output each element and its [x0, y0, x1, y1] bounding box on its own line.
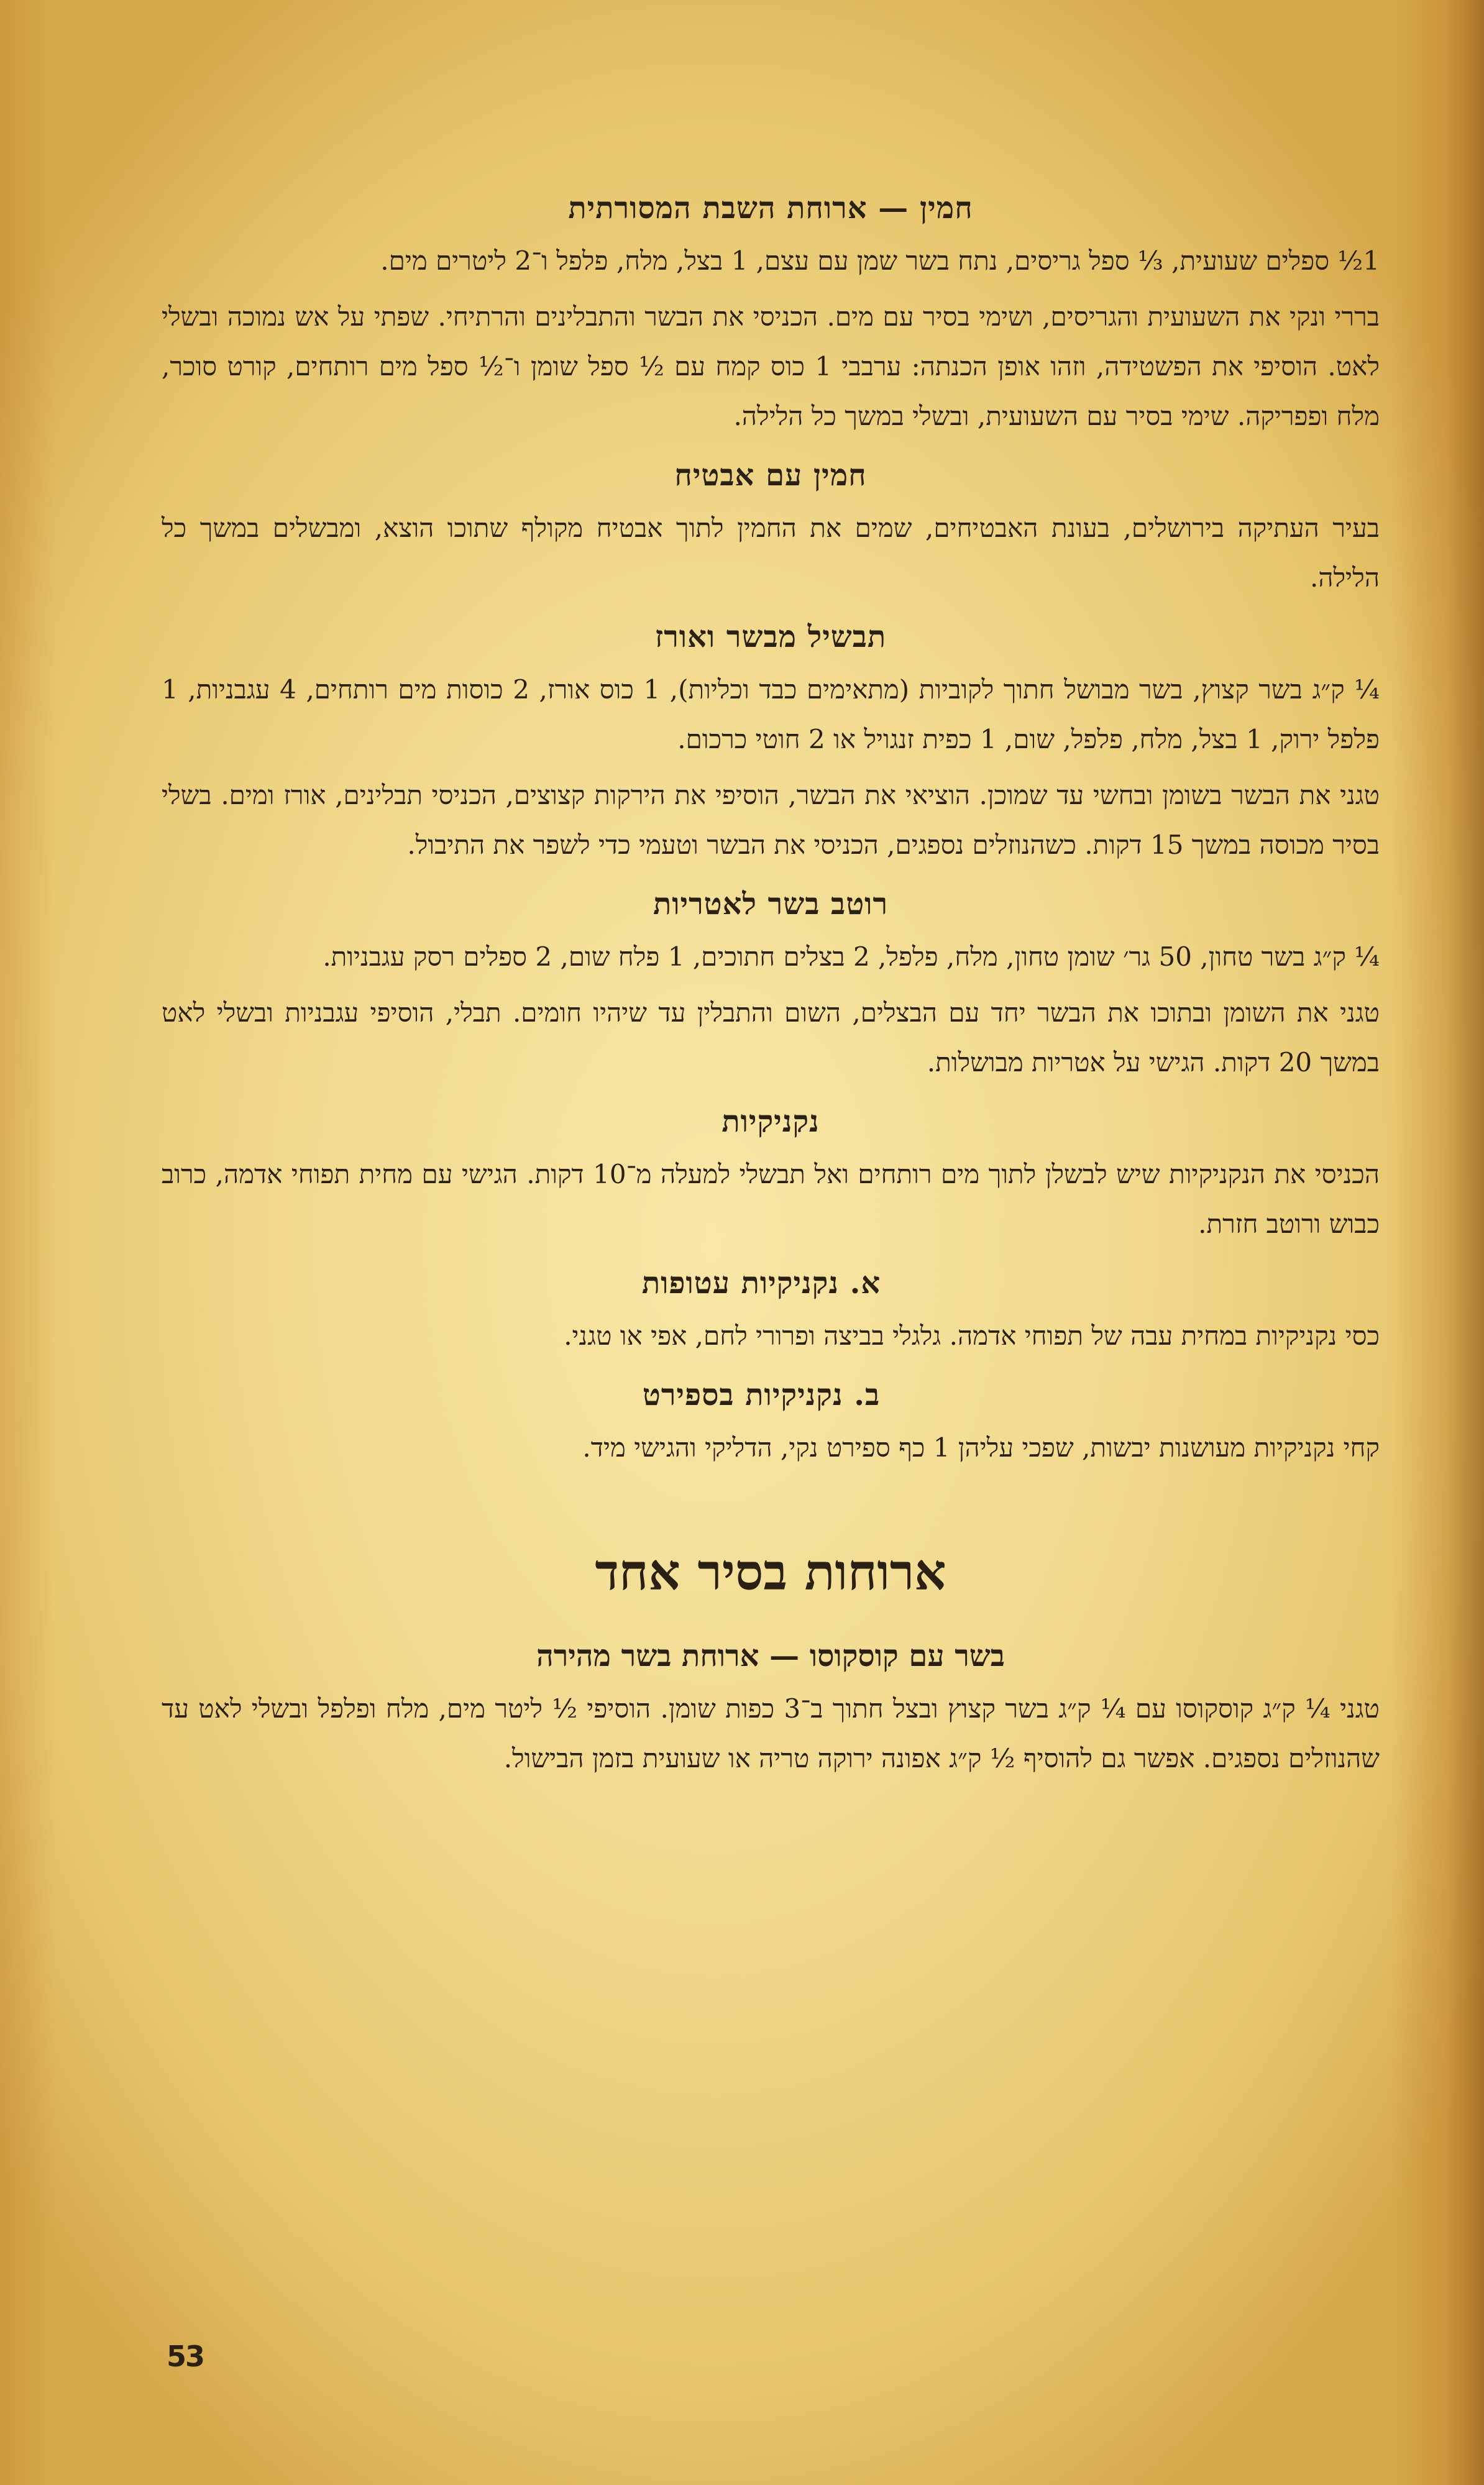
ingredients-paragraph: ¼ ק״ג בשר טחון, 50 גר׳ שומן טחון, מלח, פלפל, 2 בצלים חתוכים, 1 פלח שום, 2 ספלים רסק עגבניות. [323, 941, 1380, 972]
recipe-hamin-watermelon [162, 447, 1380, 603]
page-shadow-left [0, 0, 56, 2485]
recipe-title: ב. נקניקיות בספירט [642, 1378, 881, 1412]
instructions-paragraph: כסי נקניקיות במחית עבה של תפוחי אדמה. גלגלי בביצה ופרורי לחם, אפי או טגני. [564, 1320, 1380, 1351]
instructions-paragraph: קחי נקניקיות מעושנות יבשות, שפכי עליהן 1 כף ספירט נקי, הדליקי והגישי מיד. [582, 1432, 1380, 1463]
recipe-title: חמין — ארוחת השבת המסורתית [568, 191, 973, 226]
ingredients-paragraph: 1½ ספלים שעועית, ⅓ ספל גריסים, נתח בשר שמן עם עצם, 1 בצל, מלח, פלפל ו־2 ליטרים מים. [380, 245, 1380, 276]
recipe-title: רוטב בשר לאטריות [653, 887, 889, 922]
ingredients-paragraph: ¼ ק״ג בשר קצוץ, בשר מבושל חתוך לקוביות (מתאימים כבד וכליות), 1 כוס אורז, 2 כוסות מים רותחים, 4 עגבניות, 1 פלפל ירוק, 1 בצל, מלח, פלפל, שום, 1 כפית זנגויל או 2 חוטי כרכום. [162, 674, 1380, 754]
recipe-sausages [162, 1094, 1380, 1249]
recipe-title: תבשיל מבשר ואורז [654, 620, 887, 654]
recipe-title: נקניקיות [721, 1104, 820, 1139]
instructions-paragraph: טגני ¼ ק״ג קוסקוסו עם ¼ ק״ג בשר קצוץ ובצל חתוך ב־3 כפות שומן. הוסיפי ½ ליטר מים, מלח ופלפל ובשלי לאט עד שהנוזלים נספגים. אפשר גם להוסיף ½ ק״ג אפונה ירוקה טריה או שעועית בזמן הבישול. [162, 1693, 1380, 1773]
recipe-title: חמין עם אבטיח [674, 458, 867, 493]
recipe-meat-rice-stew [162, 609, 1380, 870]
recipe-title: א. נקניקיות עטופות [641, 1266, 881, 1301]
chapter-title: ארוחות בסיר אחד [595, 1543, 946, 1601]
instructions-paragraph: בררי ונקי את השעועית והגריסים, ושימי בסיר עם מים. הכניסי את הבשר והתבלינים והרתיחי. שפתי על אש נמוכה ובשלי לאט. הוסיפי את הפשטידה, וזהו אופן הכנתה: ערבבי 1 כוס קמח עם ½ ספל שומן ו־½ ספל מים רותחים, קורט סוכר, מלח ופפריקה. שימי בסיר עם השעועית, ובשלי במשך כל הלילה. [162, 301, 1380, 431]
text-column [162, 180, 1380, 1790]
recipe-title: בשר עם קוסקוסו — ארוחת בשר מהירה [536, 1639, 1005, 1673]
instructions-paragraph: בעיר העתיקה בירושלים, בעונת האבטיחים, שמים את החמין לתוך אבטיח מקולף שתוכו הוצא, ומבשלים במשך כל הלילה. [162, 513, 1380, 593]
recipe-couscous-meat [162, 1628, 1380, 1783]
instructions-paragraph: הכניסי את הנקניקיות שיש לבשלן לתוך מים רותחים ואל תבשלי למעלה מ־10 דקות. הגישי עם מחית תפוחי אדמה, כרוב כבוש ורוטב חזרת. [162, 1159, 1380, 1239]
page-binding-shadow [1391, 0, 1484, 2485]
instructions-paragraph: טגני את הבשר בשומן ובחשי עד שמוכן. הוציאי את הבשר, הוסיפי את הירקות קצוצים, הכניסי תבלינים, אורז ומים. בשלי בסיר מכוסה במשך 15 דקות. כשהנוזלים נספגים, הכניסי את הבשר וטעמי כדי לשפר את התיבול. [162, 780, 1380, 860]
recipe-meat-sauce [162, 876, 1380, 1087]
page-number: 53 [167, 2340, 204, 2373]
instructions-paragraph: טגני את השומן ובתוכו את הבשר יחד עם הבצלים, השום והתבלין עד שיהיו חומים. תבלי, הוסיפי עגבניות ובשלי לאט במשך 20 דקות. הגישי על אטריות מבושלות. [162, 997, 1380, 1078]
recipe-flambe-sausages [162, 1367, 1380, 1473]
recipe-wrapped-sausages [162, 1255, 1380, 1361]
recipe-hamin [162, 180, 1380, 441]
